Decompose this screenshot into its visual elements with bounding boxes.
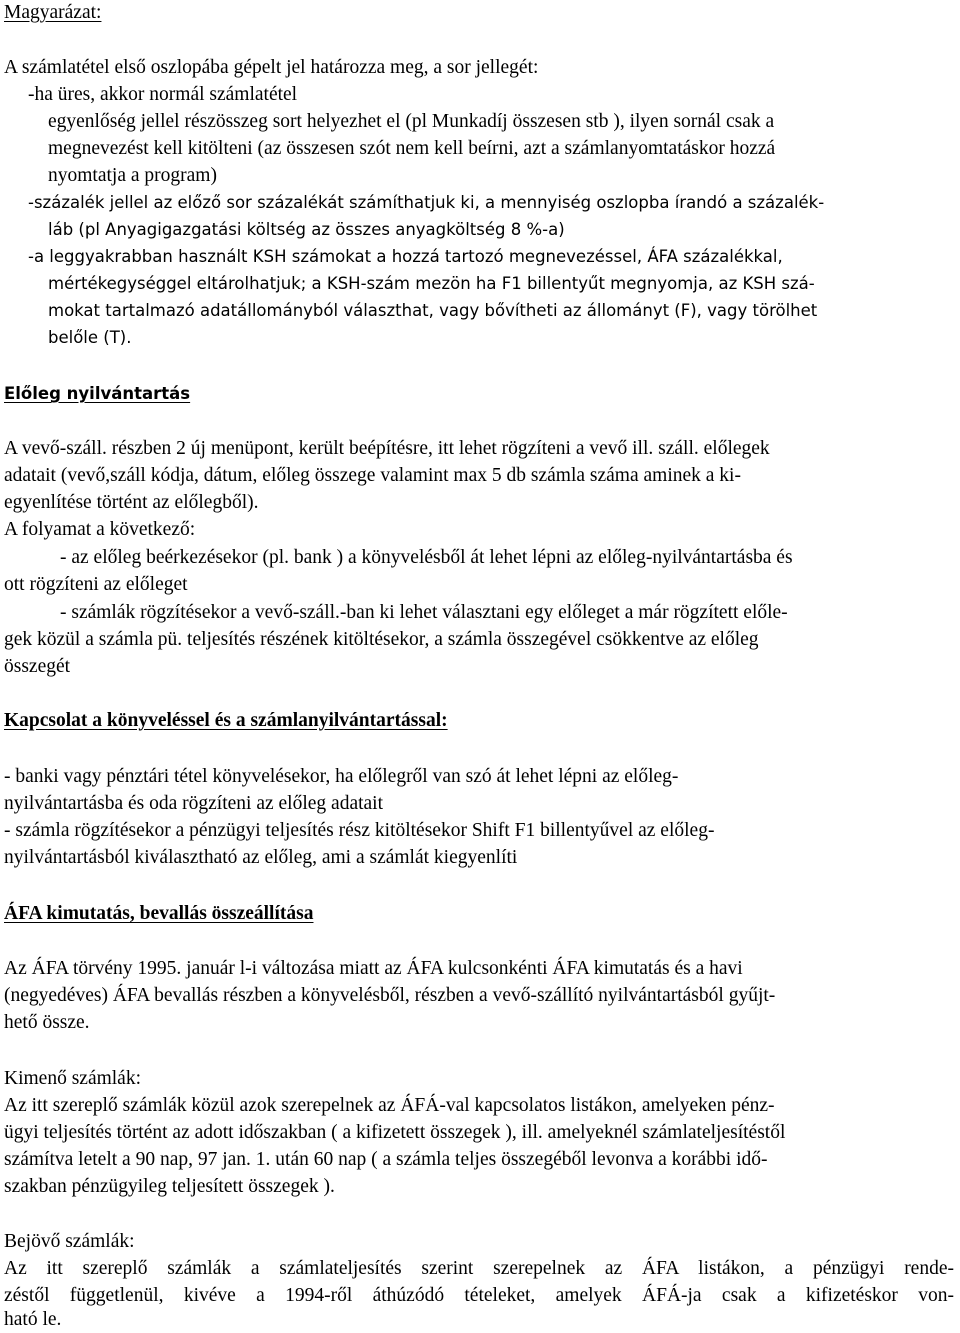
paragraph-line: gek közül a számla pü. teljesítés részének kitöltésekor, a számla összegével csökkentve az előleg <box>4 629 759 650</box>
paragraph-line: -százalék jellel az előző sor százalékát számíthatjuk ki, a mennyiség oszlopba írandó a százalék- <box>28 193 825 212</box>
paragraph-line: összegét <box>4 656 71 677</box>
paragraph-line: A vevő-száll. részben 2 új menüpont, került beépítésre, itt lehet rögzíteni a vevő ill. száll. előlegek <box>4 438 770 459</box>
paragraph-line: Az ÁFA törvény 1995. január l-i változása miatt az ÁFA kulcsonkénti ÁFA kimutatás és a havi <box>4 958 743 979</box>
paragraph-line: Az itt szereplő számlák közül azok szerepelnek az ÁFÁ-val kapcsolatos listákon, amelyeken pénz- <box>4 1095 775 1116</box>
paragraph-line: zéstől függetlenül, kivéve a 1994-ről áthúzódó tételeket, amelyek ÁFÁ-ja csak a kifizetéskor von- <box>4 1285 954 1306</box>
paragraph-line: nyomtatja a program) <box>48 165 217 186</box>
section-heading-bejovo: Bejövő számlák: <box>4 1231 135 1252</box>
paragraph-line: - banki vagy pénztári tétel könyvelésekor, ha előlegről van szó át lehet lépni az előleg- <box>4 766 679 787</box>
paragraph-line: mértékegységgel eltárolhatjuk; a KSH-szám mezön ha F1 billentyűt megnyomja, az KSH szá- <box>48 274 815 293</box>
paragraph-line: -a leggyakrabban használt KSH számokat a hozzá tartozó megnevezéssel, ÁFA százalékkal, <box>28 247 783 266</box>
paragraph-line: Az itt szereplő számlák a számlateljesítés szerint szerepelnek az ÁFA listákon, a pénzügyi rende- <box>4 1258 954 1279</box>
paragraph-line: ügyi teljesítés történt az adott időszakban ( a kifizetett összegek ), ill. amelyeknél számlateljesítéstől <box>4 1122 786 1143</box>
paragraph-line: egyenlőség jellel részösszeg sort helyezhet el (pl Munkadíj összesen stb ), ilyen sornál csak a <box>48 111 775 132</box>
paragraph-line: ott rögzíteni az előleget <box>4 574 188 595</box>
paragraph-line: mokat tartalmazó adatállományból választhat, vagy bővítheti az állományt (F), vagy törölhet <box>48 301 818 320</box>
section-heading-kimeno: Kimenő számlák: <box>4 1068 142 1089</box>
paragraph-line: (negyedéves) ÁFA bevallás részben a könyvelésből, részben a vevő-szállító nyilvántartásból gyűjt- <box>4 985 776 1006</box>
section-heading-eloleg: Előleg nyilvántartás <box>4 384 191 403</box>
paragraph-line: nyilvántartásba és oda rögzíteni az előleg adatait <box>4 793 384 814</box>
paragraph-line: belőle (T). <box>48 328 132 347</box>
paragraph-line: szakban pénzügyileg teljesített összegek ). <box>4 1176 335 1197</box>
paragraph-line: megnevezést kell kitölteni (az összesen szót nem kell beírni, azt a számlanyomtatáskor hozzá <box>48 138 776 159</box>
paragraph-line: láb (pl Anyagigazgatási költség az összes anyagköltség 8 %-a) <box>48 220 565 239</box>
paragraph-line: -ha üres, akkor normál számlatétel <box>28 84 298 105</box>
section-heading-kapcsolat: Kapcsolat a könyveléssel és a számlanyilvántartással: <box>4 710 448 731</box>
paragraph-line: A számlatétel első oszlopába gépelt jel határozza meg, a sor jellegét: <box>4 57 539 78</box>
paragraph-line: egyenlítése történt az előlegből). <box>4 492 259 513</box>
paragraph-line: ható le. <box>4 1309 62 1330</box>
paragraph-line: - számlák rögzítésekor a vevő-száll.-ban ki lehet választani egy előleget a már rögzített előle- <box>60 602 788 623</box>
paragraph-line: nyilvántartásból kiválasztható az előleg, ami a számlát kiegyenlíti <box>4 847 518 868</box>
paragraph-line: hető össze. <box>4 1012 90 1033</box>
section-heading-magyarazat: Magyarázat: <box>4 2 102 23</box>
paragraph-line: - az előleg beérkezésekor (pl. bank ) a könyvelésből át lehet lépni az előleg-nyilvántartásba és <box>60 547 793 568</box>
paragraph-line: - számla rögzítésekor a pénzügyi teljesítés rész kitöltésekor Shift F1 billentyűvel az előleg- <box>4 820 715 841</box>
paragraph-line: adatait (vevő,száll kódja, dátum, előleg összege valamint max 5 db számla száma aminek a ki- <box>4 465 741 486</box>
section-heading-afa: ÁFA kimutatás, bevallás összeállítása <box>4 903 314 924</box>
paragraph-line: A folyamat a következő: <box>4 519 196 540</box>
paragraph-line: számítva letelt a 90 nap, 97 jan. 1. után 60 nap ( a számla teljes összegéből levonva a korábbi idő- <box>4 1149 768 1170</box>
